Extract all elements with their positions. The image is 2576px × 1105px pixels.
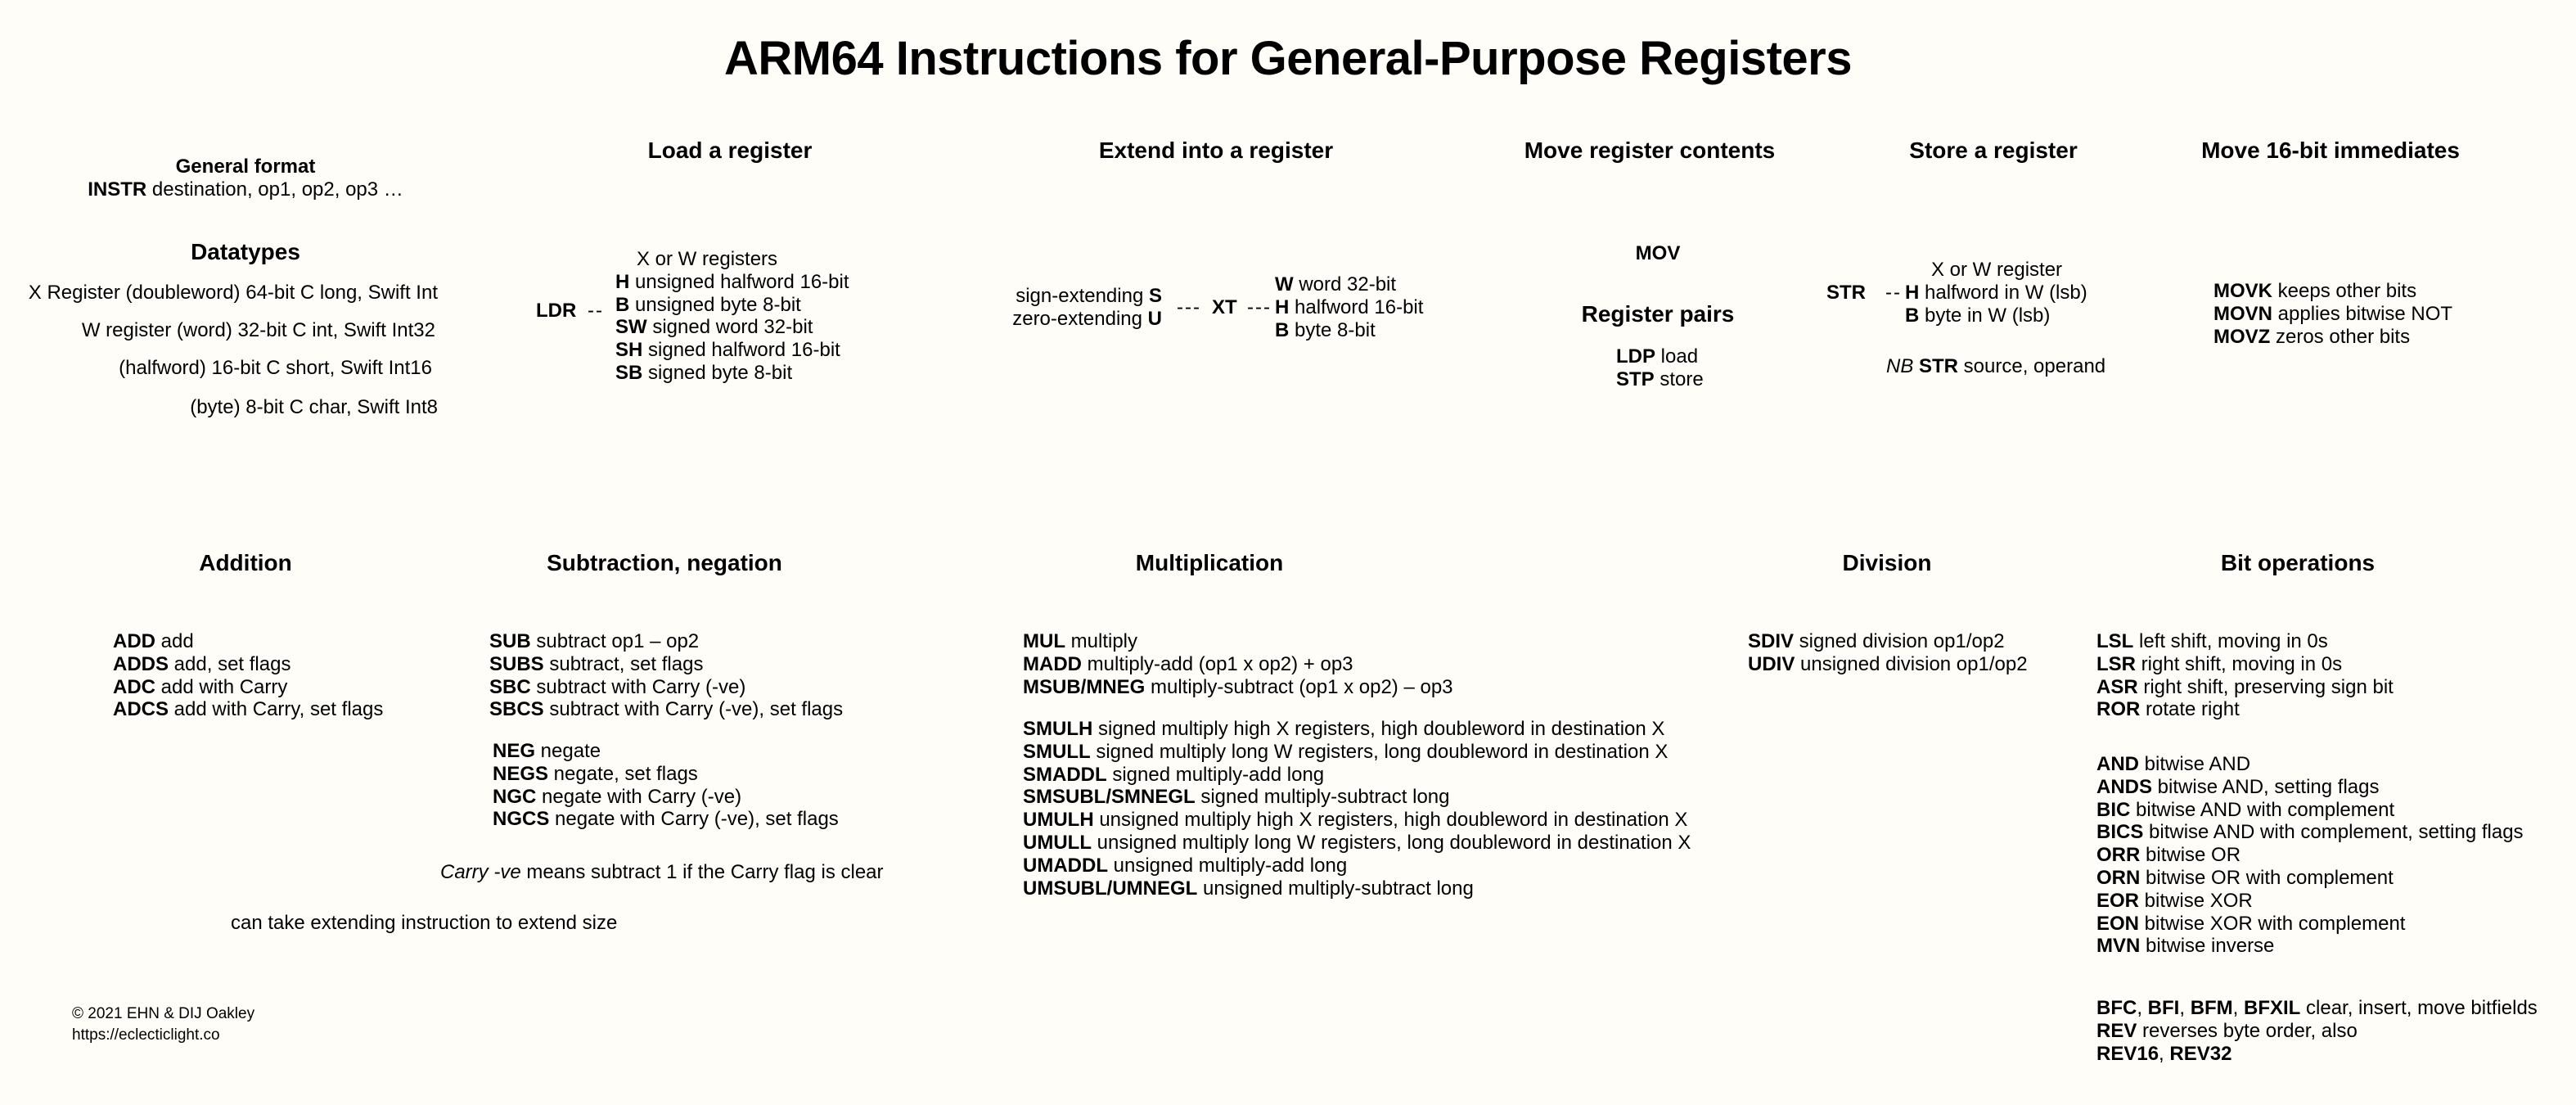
list-item: SUBS subtract, set flags — [489, 652, 704, 675]
list-item: UMADDL unsigned multiply-add long — [1023, 854, 1348, 877]
shift-list — [2096, 630, 2394, 721]
register-pairs-list — [1616, 345, 1704, 391]
footer — [72, 1004, 254, 1046]
list-item: SBC subtract with Carry (-ve) — [489, 675, 746, 698]
list-item: B byte 8-bit — [1275, 318, 1376, 341]
instr-keyword: INSTR — [88, 178, 147, 201]
list-item: SH signed halfword 16-bit — [615, 339, 840, 362]
division-list — [1748, 630, 2028, 676]
datatype-w: W register (word) 32-bit C int, Swift Int32 — [81, 319, 435, 341]
list-item: SMULL signed multiply long W registers, long doubleword in destination X — [1023, 740, 1669, 763]
immediates-heading: Move 16-bit immediates — [2201, 138, 2460, 163]
ldr-suffix-list — [615, 248, 849, 385]
ldr-first: X or W registers — [637, 248, 778, 270]
ldr-dash: -- — [588, 300, 604, 322]
multiplication-heading: Multiplication — [1135, 550, 1284, 575]
store-heading: Store a register — [1909, 138, 2078, 163]
bitops-heading: Bit operations — [2220, 550, 2376, 575]
extend-heading: Extend into a register — [1098, 138, 1334, 163]
logic-list — [2096, 753, 2524, 958]
carry-note: Carry -ve means subtract 1 if the Carry flag is clear — [440, 861, 884, 883]
subtraction-heading: Subtraction, negation — [547, 550, 782, 575]
general-format-heading: General format — [175, 156, 316, 178]
str-instr — [1826, 282, 1866, 304]
list-item: SMULH signed multiply high X registers, high doubleword in destination X — [1023, 718, 1665, 740]
list-item: LSR right shift, moving in 0s — [2096, 652, 2343, 675]
list-item: W word 32-bit — [1275, 273, 1397, 295]
ldr-keyword: LDR — [536, 300, 577, 322]
mov-instr — [1636, 242, 1681, 265]
list-item: ADD add — [113, 630, 194, 652]
list-item: ORR bitwise OR — [2096, 844, 2241, 867]
move-heading: Move register contents — [1524, 138, 1776, 163]
list-item: REV16, REV32 — [2096, 1042, 2232, 1065]
list-item: SDIV signed division op1/op2 — [1748, 630, 2005, 652]
list-item: UMSUBL/UMNEGL unsigned multiply-subtract long — [1023, 877, 1474, 900]
str-first: X or W register — [1931, 259, 2063, 281]
datatypes-heading: Datatypes — [191, 239, 300, 264]
xt-instr — [1212, 296, 1237, 319]
list-item: NEGS negate, set flags — [493, 762, 698, 785]
addition-heading: Addition — [199, 550, 292, 575]
multiplication-long-list — [1023, 718, 1691, 900]
extend-size-note: can take extending instruction to extend size — [231, 912, 618, 934]
datatype-halfword: (halfword) 16-bit C short, Swift Int16 — [119, 357, 432, 379]
list-item: B byte in W (lsb) — [1905, 304, 2051, 327]
page-title: ARM64 Instructions for General-Purpose Registers — [724, 32, 1852, 85]
list-item: STP store — [1616, 368, 1704, 390]
register-pairs-heading: Register pairs — [1581, 301, 1735, 327]
bitfield-list — [2096, 997, 2538, 1065]
list-item: SMSUBL/SMNEGL signed multiply-subtract long — [1023, 786, 1450, 809]
str-keyword: STR — [1826, 282, 1866, 304]
list-item: H halfword in W (lsb) — [1905, 281, 2087, 304]
list-item: MVN bitwise inverse — [2096, 935, 2275, 958]
list-item: sign-extending S — [1016, 285, 1162, 307]
list-item: ROR rotate right — [2096, 698, 2240, 721]
immediates-list — [2213, 280, 2452, 348]
list-item: SMADDL signed multiply-add long — [1023, 763, 1325, 786]
general-format-syntax — [88, 178, 403, 201]
list-item: BICS bitwise AND with complement, setting flags — [2096, 821, 2524, 844]
list-item: AND bitwise AND — [2096, 753, 2251, 775]
list-item: MOVK keeps other bits — [2213, 280, 2417, 302]
list-item: LSL left shift, moving in 0s — [2096, 630, 2328, 652]
list-item: SB signed byte 8-bit — [615, 361, 793, 384]
subtraction-list — [489, 630, 843, 721]
store-note: NB STR source, operand — [1886, 355, 2106, 377]
list-item: MOVN applies bitwise NOT — [2213, 302, 2453, 325]
list-item: ADDS add, set flags — [113, 652, 291, 675]
list-item: UDIV unsigned division op1/op2 — [1748, 652, 2028, 675]
list-item: MADD multiply-add (op1 x op2) + op3 — [1023, 652, 1353, 675]
list-item: ASR right shift, preserving sign bit — [2096, 675, 2394, 698]
list-item: NGC negate with Carry (-ve) — [493, 785, 742, 808]
list-item: SBCS subtract with Carry (-ve), set flags — [489, 698, 844, 721]
list-item: LDP load — [1616, 345, 1699, 368]
list-item: UMULL unsigned multiply long W registers, long doubleword in destination X — [1023, 831, 1691, 854]
negation-list — [493, 740, 839, 831]
list-item: SW signed word 32-bit — [615, 316, 813, 339]
list-item: zero-extending U — [1012, 307, 1162, 330]
list-item: EOR bitwise XOR — [2096, 889, 2253, 912]
extend-prefix-list — [1012, 285, 1162, 331]
load-heading: Load a register — [647, 138, 813, 163]
list-item: EON bitwise XOR with complement — [2096, 912, 2406, 935]
list-item: REV reverses byte order, also — [2096, 1019, 2358, 1042]
list-item: UMULH unsigned multiply high X registers, high doubleword in destination X — [1023, 809, 1688, 832]
datatype-byte: (byte) 8-bit C char, Swift Int8 — [190, 396, 438, 418]
str-suffix-list — [1905, 259, 2087, 327]
extend-suffix-list — [1275, 273, 1423, 341]
copyright: © 2021 EHN & DIJ Oakley — [72, 1005, 255, 1022]
list-item: BIC bitwise AND with complement — [2096, 798, 2395, 821]
multiplication-list — [1023, 630, 1453, 698]
xt-keyword: XT — [1212, 296, 1237, 318]
list-item: ADC add with Carry — [113, 675, 288, 698]
list-item: MOVZ zeros other bits — [2213, 325, 2411, 348]
list-item: MUL multiply — [1023, 630, 1138, 652]
list-item: ORN bitwise OR with complement — [2096, 866, 2394, 889]
datatype-x: X Register (doubleword) 64-bit C long, Swift Int — [28, 282, 438, 304]
extend-dash-right: --- — [1247, 296, 1272, 318]
list-item: H unsigned halfword 16-bit — [615, 270, 849, 293]
list-item: ADCS add with Carry, set flags — [113, 698, 384, 721]
list-item: BFC, BFI, BFM, BFXIL clear, insert, move bitfields — [2096, 997, 2538, 1019]
list-item: B unsigned byte 8-bit — [615, 293, 801, 316]
addition-list — [113, 630, 383, 721]
mov-keyword: MOV — [1635, 242, 1681, 264]
list-item: NGCS negate with Carry (-ve), set flags — [493, 808, 839, 831]
list-item: NEG negate — [493, 740, 601, 762]
list-item: H halfword 16-bit — [1275, 295, 1424, 318]
list-item: MSUB/MNEG multiply-subtract (op1 x op2) – op3 — [1023, 675, 1453, 698]
list-item: ANDS bitwise AND, setting flags — [2096, 775, 2380, 798]
extend-dash-left: --- — [1177, 296, 1201, 318]
str-dash: -- — [1885, 282, 1902, 304]
division-heading: Division — [1842, 550, 1932, 575]
ldr-instr — [536, 300, 576, 322]
syntax-text: destination, op1, op2, op3 … — [146, 178, 403, 201]
site-url: https://eclecticlight.co — [72, 1026, 220, 1044]
list-item: SUB subtract op1 – op2 — [489, 630, 700, 652]
